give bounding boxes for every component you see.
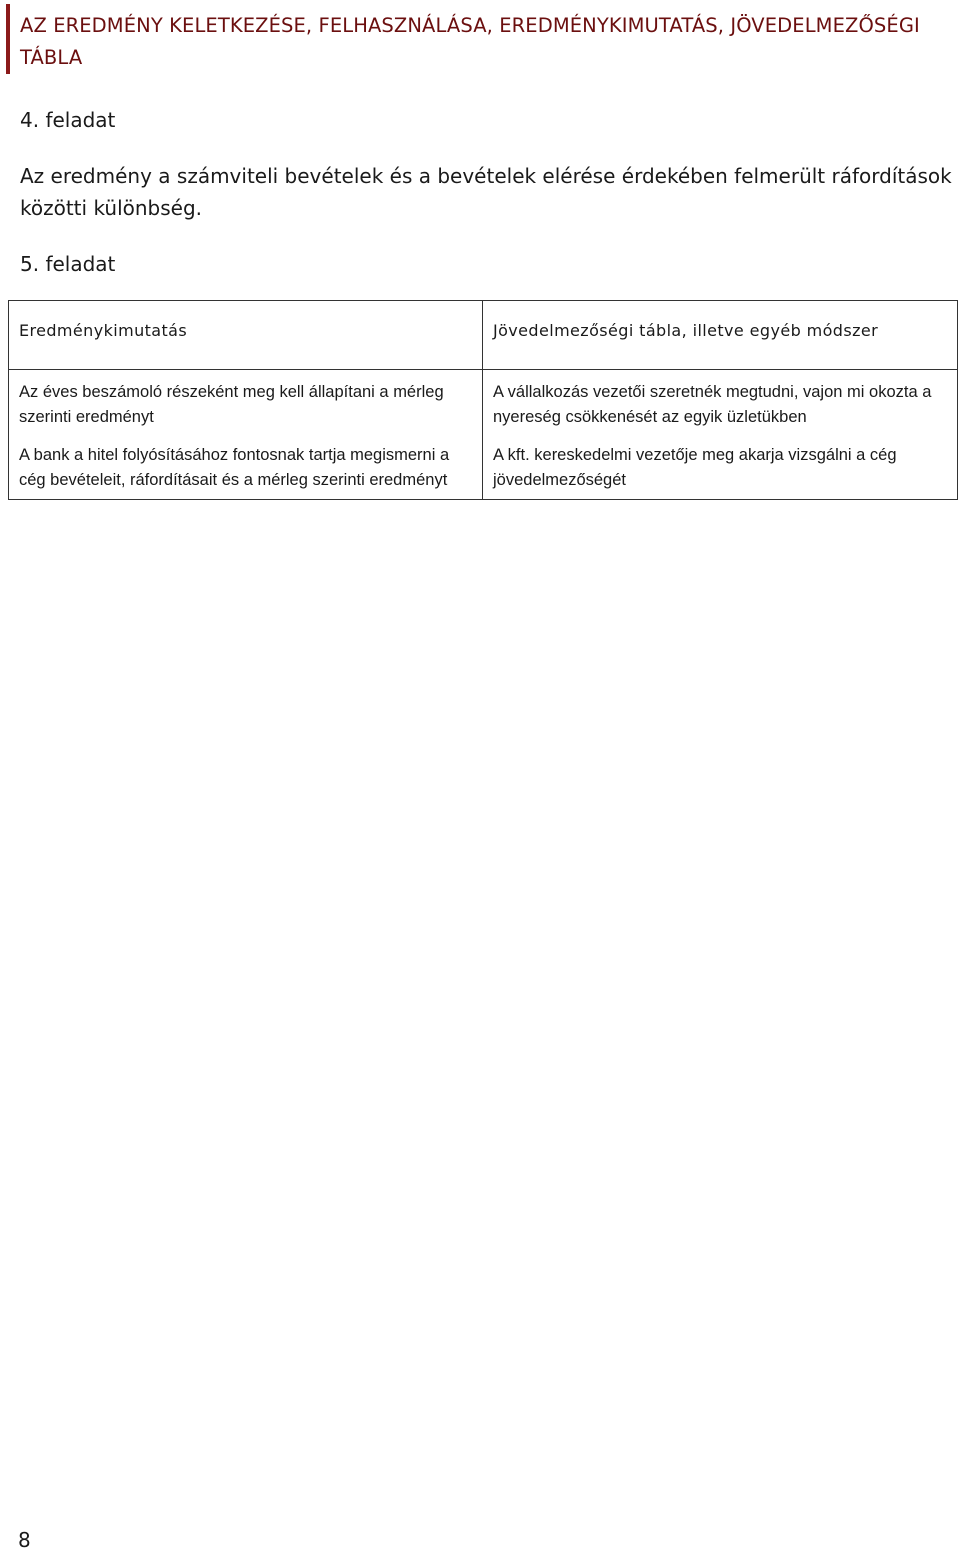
header-accent-bar <box>6 4 10 74</box>
task-4-answer: Az eredmény a számviteli bevételek és a bevételek elérése érdekében felmerült ráfordítások közötti különbség. <box>20 164 952 220</box>
table-cell-text: Az éves beszámoló részeként meg kell állapítani a mérleg szerinti eredményt <box>19 383 444 426</box>
profitability-table-cell <box>483 370 958 500</box>
table-header-row <box>9 301 958 370</box>
task-4-heading: 4. feladat <box>20 108 116 132</box>
comparison-table <box>8 300 958 500</box>
column-header-income-statement: Eredménykimutatás <box>9 301 483 370</box>
table-cell-text: A vállalkozás vezetői szeretnék megtudni, vajon mi okozta a nyereség csökkenését az egyik üzletükben <box>493 383 932 426</box>
table-cell-text: A kft. kereskedelmi vezetője meg akarja vizsgálni a cég jövedelmezőségét <box>493 446 897 489</box>
table-cell-text: A bank a hitel folyósításához fontosnak tartja megismerni a cég bevételeit, ráfordításait és a mérleg szerinti eredményt <box>19 446 450 489</box>
table-row <box>9 370 958 500</box>
income-statement-cell <box>9 370 483 500</box>
task-5-heading: 5. feladat <box>20 252 116 276</box>
page-number: 8 <box>18 1528 31 1552</box>
chapter-title: AZ EREDMÉNY KELETKEZÉSE, FELHASZNÁLÁSA, EREDMÉNYKIMUTATÁS, JÖVEDELMEZŐSÉGI TÁBLA <box>20 14 920 69</box>
column-header-profitability-table: Jövedelmezőségi tábla, illetve egyéb módszer <box>483 301 958 370</box>
